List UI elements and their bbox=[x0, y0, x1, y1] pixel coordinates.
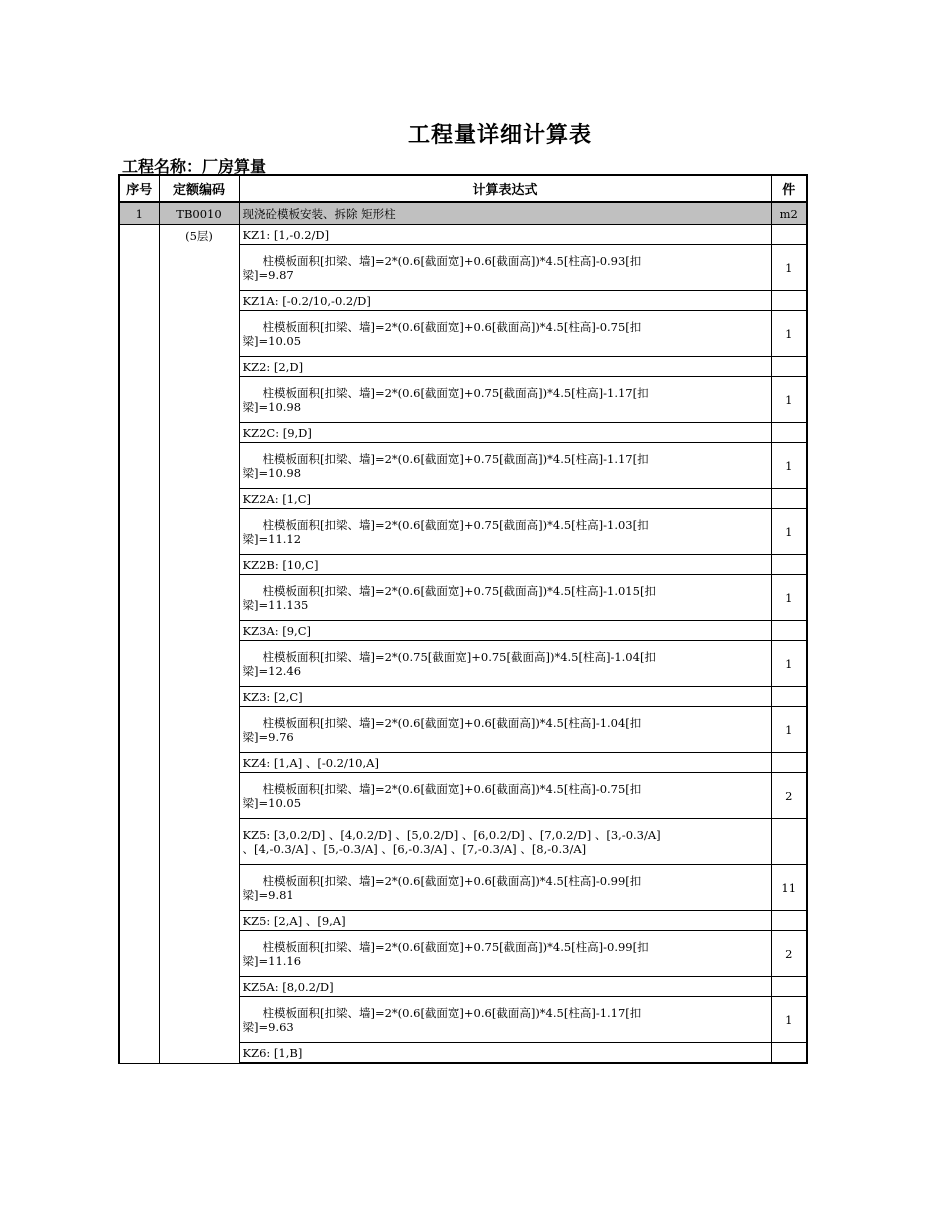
location-qty-blank bbox=[771, 357, 807, 377]
formula-line-2: 梁]=11.12 bbox=[242, 531, 302, 546]
calculation-table bbox=[118, 174, 808, 1064]
page-title: 工程量详细计算表 bbox=[407, 123, 592, 148]
table-body bbox=[119, 202, 807, 1063]
location-text bbox=[239, 819, 771, 865]
header-unit: 件 bbox=[771, 175, 807, 202]
header-seq: 序号 bbox=[119, 175, 159, 202]
item-name: 现浇砼模板安装、拆除 矩形柱 bbox=[239, 202, 771, 225]
formula-text bbox=[239, 509, 771, 555]
formula-line-1: 柱模板面积[扣梁、墙]=2*(0.6[截面宽]+0.75[截面高])*4.5[柱高]-1.17[扣 bbox=[262, 385, 649, 400]
quantity-cell: 1 bbox=[771, 443, 807, 489]
location-qty-blank bbox=[771, 621, 807, 641]
formula-line-1: 柱模板面积[扣梁、墙]=2*(0.6[截面宽]+0.75[截面高])*4.5[柱高]-0.99[扣 bbox=[262, 939, 649, 954]
quantity-cell: 2 bbox=[771, 773, 807, 819]
location-qty-blank bbox=[771, 911, 807, 931]
location-line-1: KZ5: [3,0.2/D] 、[4,0.2/D] 、[5,0.2/D] 、[6,0.2/D] 、[7,0.2/D] 、[3,-0.3/A] bbox=[242, 827, 661, 842]
formula-line-2: 梁]=10.98 bbox=[242, 399, 302, 414]
formula-line-2: 梁]=9.81 bbox=[242, 887, 294, 902]
quantity-cell: 1 bbox=[771, 245, 807, 291]
formula-line-2: 梁]=12.46 bbox=[242, 663, 302, 678]
location-row bbox=[119, 225, 807, 245]
formula-line-1: 柱模板面积[扣梁、墙]=2*(0.6[截面宽]+0.6[截面高])*4.5[柱高]-0.99[扣 bbox=[262, 873, 642, 888]
formula-line-1: 柱模板面积[扣梁、墙]=2*(0.6[截面宽]+0.75[截面高])*4.5[柱高]-1.17[扣 bbox=[262, 451, 649, 466]
location-text: KZ3A: [9,C] bbox=[239, 621, 771, 641]
item-unit: m2 bbox=[771, 202, 807, 225]
formula-line-2: 梁]=9.87 bbox=[242, 267, 294, 282]
quantity-cell: 2 bbox=[771, 931, 807, 977]
formula-text bbox=[239, 997, 771, 1043]
location-text: KZ2C: [9,D] bbox=[239, 423, 771, 443]
formula-line-1: 柱模板面积[扣梁、墙]=2*(0.6[截面宽]+0.6[截面高])*4.5[柱高]-1.04[扣 bbox=[262, 715, 642, 730]
location-qty-blank bbox=[771, 423, 807, 443]
quantity-cell: 1 bbox=[771, 509, 807, 555]
table-header-row bbox=[119, 175, 807, 202]
location-text: KZ5: [2,A] 、[9,A] bbox=[239, 911, 771, 931]
item-code: TB0010 bbox=[159, 202, 239, 225]
location-qty-blank bbox=[771, 291, 807, 311]
location-text: KZ1: [1,-0.2/D] bbox=[239, 225, 771, 245]
location-qty-blank bbox=[771, 977, 807, 997]
location-qty-blank bbox=[771, 225, 807, 245]
seq-cell-blank bbox=[119, 225, 159, 1064]
location-qty-blank bbox=[771, 1043, 807, 1064]
formula-line-2: 梁]=10.05 bbox=[242, 795, 302, 810]
location-qty-blank bbox=[771, 555, 807, 575]
formula-line-1: 柱模板面积[扣梁、墙]=2*(0.6[截面宽]+0.6[截面高])*4.5[柱高]-0.75[扣 bbox=[262, 319, 642, 334]
item-row bbox=[119, 202, 807, 225]
project-name: 工程名称：厂房算量 bbox=[122, 157, 267, 176]
location-line-2: 、[4,-0.3/A] 、[5,-0.3/A] 、[6,-0.3/A] 、[7,-0.3/A] 、[8,-0.3/A] bbox=[242, 841, 587, 856]
formula-text bbox=[239, 443, 771, 489]
header-expression: 计算表达式 bbox=[239, 175, 771, 202]
location-text: KZ6: [1,B] bbox=[239, 1043, 771, 1064]
formula-line-1: 柱模板面积[扣梁、墙]=2*(0.75[截面宽]+0.75[截面高])*4.5[柱高]-1.04[扣 bbox=[262, 649, 656, 664]
location-text: KZ1A: [-0.2/10,-0.2/D] bbox=[239, 291, 771, 311]
formula-text bbox=[239, 377, 771, 423]
location-text: KZ3: [2,C] bbox=[239, 687, 771, 707]
formula-line-2: 梁]=9.76 bbox=[242, 729, 294, 744]
location-text: KZ2B: [10,C] bbox=[239, 555, 771, 575]
quantity-cell: 1 bbox=[771, 707, 807, 753]
formula-text bbox=[239, 575, 771, 621]
formula-line-2: 梁]=10.05 bbox=[242, 333, 302, 348]
location-qty-blank bbox=[771, 753, 807, 773]
location-qty-blank bbox=[771, 819, 807, 865]
formula-text bbox=[239, 707, 771, 753]
location-text: KZ4: [1,A] 、[-0.2/10,A] bbox=[239, 753, 771, 773]
quantity-cell: 11 bbox=[771, 865, 807, 911]
quantity-cell: 1 bbox=[771, 377, 807, 423]
location-text: KZ2: [2,D] bbox=[239, 357, 771, 377]
formula-text bbox=[239, 311, 771, 357]
quantity-cell: 1 bbox=[771, 311, 807, 357]
location-qty-blank bbox=[771, 489, 807, 509]
formula-text bbox=[239, 641, 771, 687]
location-qty-blank bbox=[771, 687, 807, 707]
formula-line-1: 柱模板面积[扣梁、墙]=2*(0.6[截面宽]+0.6[截面高])*4.5[柱高]-1.17[扣 bbox=[262, 1005, 642, 1020]
formula-line-1: 柱模板面积[扣梁、墙]=2*(0.6[截面宽]+0.6[截面高])*4.5[柱高]-0.93[扣 bbox=[262, 253, 642, 268]
quantity-cell: 1 bbox=[771, 641, 807, 687]
formula-line-1: 柱模板面积[扣梁、墙]=2*(0.6[截面宽]+0.6[截面高])*4.5[柱高]-0.75[扣 bbox=[262, 781, 642, 796]
formula-text bbox=[239, 865, 771, 911]
formula-line-2: 梁]=9.63 bbox=[242, 1019, 294, 1034]
formula-text bbox=[239, 245, 771, 291]
item-seq: 1 bbox=[119, 202, 159, 225]
formula-text bbox=[239, 931, 771, 977]
formula-text bbox=[239, 773, 771, 819]
location-text: KZ5A: [8,0.2/D] bbox=[239, 977, 771, 997]
formula-line-1: 柱模板面积[扣梁、墙]=2*(0.6[截面宽]+0.75[截面高])*4.5[柱高]-1.03[扣 bbox=[262, 517, 649, 532]
formula-line-1: 柱模板面积[扣梁、墙]=2*(0.6[截面宽]+0.75[截面高])*4.5[柱高]-1.015[扣 bbox=[262, 583, 656, 598]
formula-line-2: 梁]=10.98 bbox=[242, 465, 302, 480]
header-code: 定额编码 bbox=[159, 175, 239, 202]
formula-line-2: 梁]=11.135 bbox=[242, 597, 309, 612]
floor-label: (5层) bbox=[159, 225, 239, 1064]
quantity-cell: 1 bbox=[771, 997, 807, 1043]
quantity-cell: 1 bbox=[771, 575, 807, 621]
formula-line-2: 梁]=11.16 bbox=[242, 953, 302, 968]
location-text: KZ2A: [1,C] bbox=[239, 489, 771, 509]
